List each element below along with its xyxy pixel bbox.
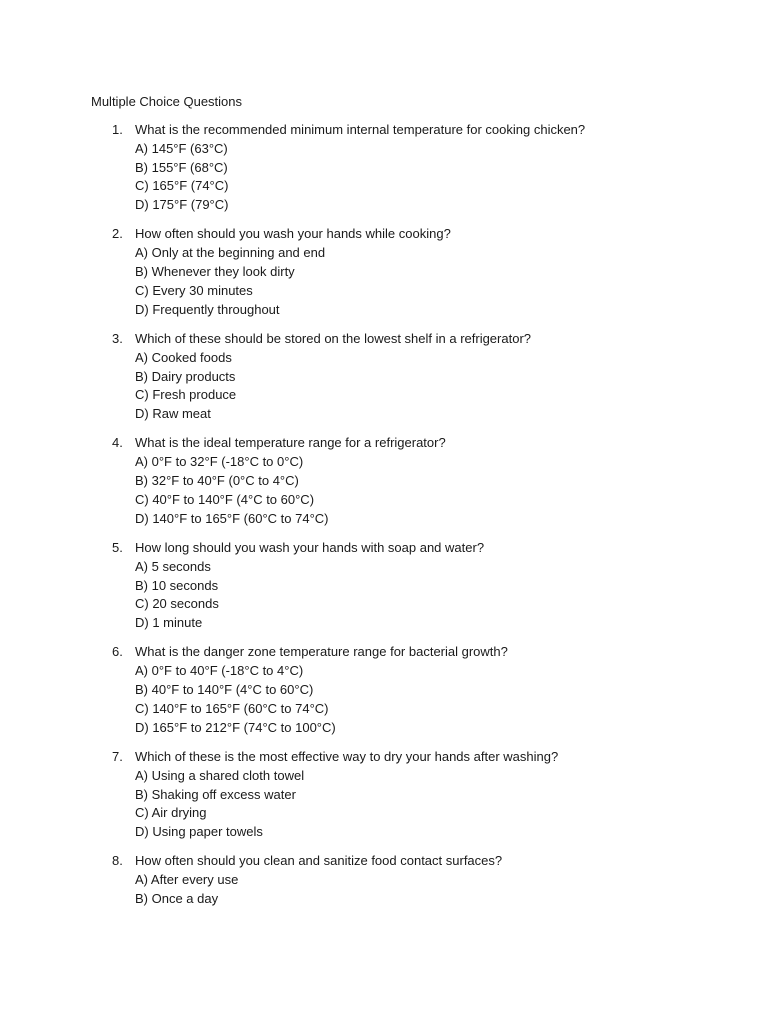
question-number: 7.	[112, 748, 123, 764]
question-number: 6.	[112, 644, 123, 660]
answer-option: C) 40°F to 140°F (4°C to 60°C)	[135, 491, 315, 507]
answer-option: B) 10 seconds	[135, 577, 219, 593]
question-item	[0, 121, 768, 215]
answer-option: D) 140°F to 165°F (60°C to 74°C)	[135, 510, 329, 526]
question-item	[0, 225, 768, 319]
answer-option: D) Frequently throughout	[135, 301, 280, 317]
answer-option: C) Air drying	[135, 805, 207, 821]
answer-options	[135, 244, 768, 319]
question-text: What is the ideal temperature range for a refrigerator?	[135, 435, 446, 451]
answer-options	[135, 558, 768, 633]
answer-option: A) After every use	[135, 872, 239, 888]
page-title: Multiple Choice Questions	[91, 94, 243, 109]
question-number: 5.	[112, 539, 123, 555]
answer-option: C) 165°F (74°C)	[135, 178, 229, 194]
answer-option: A) Using a shared cloth towel	[135, 767, 305, 783]
answer-options	[135, 140, 768, 215]
answer-option: D) 165°F to 212°F (74°C to 100°C)	[135, 719, 336, 735]
answer-option: B) 32°F to 40°F (0°C to 4°C)	[135, 473, 299, 489]
answer-option: C) 140°F to 165°F (60°C to 74°C)	[135, 700, 329, 716]
answer-option: D) 1 minute	[135, 615, 203, 631]
question-number: 8.	[112, 853, 123, 869]
answer-option: C) Every 30 minutes	[135, 282, 253, 298]
answer-option: B) Whenever they look dirty	[135, 264, 295, 280]
answer-option: D) 175°F (79°C)	[135, 197, 229, 213]
question-text: What is the danger zone temperature range for bacterial growth?	[135, 644, 508, 660]
answer-options	[135, 349, 768, 424]
question-list	[0, 121, 768, 919]
question-item	[0, 330, 768, 424]
question-item	[0, 748, 768, 842]
question-number: 4.	[112, 435, 123, 451]
answer-option: B) 40°F to 140°F (4°C to 60°C)	[135, 682, 314, 698]
question-text: What is the recommended minimum internal temperature for cooking chicken?	[135, 122, 586, 137]
answer-option: A) 5 seconds	[135, 558, 211, 574]
question-item	[0, 434, 768, 528]
answer-option: B) Shaking off excess water	[135, 786, 296, 802]
answer-options	[135, 662, 768, 737]
question-text: How long should you wash your hands with soap and water?	[135, 539, 485, 555]
question-number: 2.	[112, 226, 123, 242]
answer-option: D) Raw meat	[135, 406, 211, 422]
question-text: Which of these is the most effective way to dry your hands after washing?	[135, 748, 559, 764]
question-item	[0, 539, 768, 633]
answer-option: C) Fresh produce	[135, 387, 237, 403]
answer-option: A) Cooked foods	[135, 349, 232, 365]
answer-options	[135, 871, 768, 909]
question-number: 1.	[112, 122, 123, 137]
question-text: How often should you clean and sanitize food contact surfaces?	[135, 853, 503, 869]
answer-option: A) 145°F (63°C)	[135, 140, 228, 156]
answer-option: A) Only at the beginning and end	[135, 245, 326, 261]
question-number: 3.	[112, 330, 123, 346]
answer-option: D) Using paper towels	[135, 824, 263, 840]
answer-option: C) 20 seconds	[135, 596, 219, 612]
answer-option: B) Once a day	[135, 890, 219, 906]
question-item	[0, 852, 768, 908]
question-item	[0, 643, 768, 737]
answer-options	[135, 767, 768, 842]
answer-option: B) Dairy products	[135, 368, 236, 384]
question-text: Which of these should be stored on the lowest shelf in a refrigerator?	[135, 330, 531, 346]
answer-option: A) 0°F to 40°F (-18°C to 4°C)	[135, 663, 304, 679]
answer-options	[135, 453, 768, 528]
answer-option: A) 0°F to 32°F (-18°C to 0°C)	[135, 454, 304, 470]
answer-option: B) 155°F (68°C)	[135, 159, 228, 175]
question-text: How often should you wash your hands while cooking?	[135, 226, 451, 242]
